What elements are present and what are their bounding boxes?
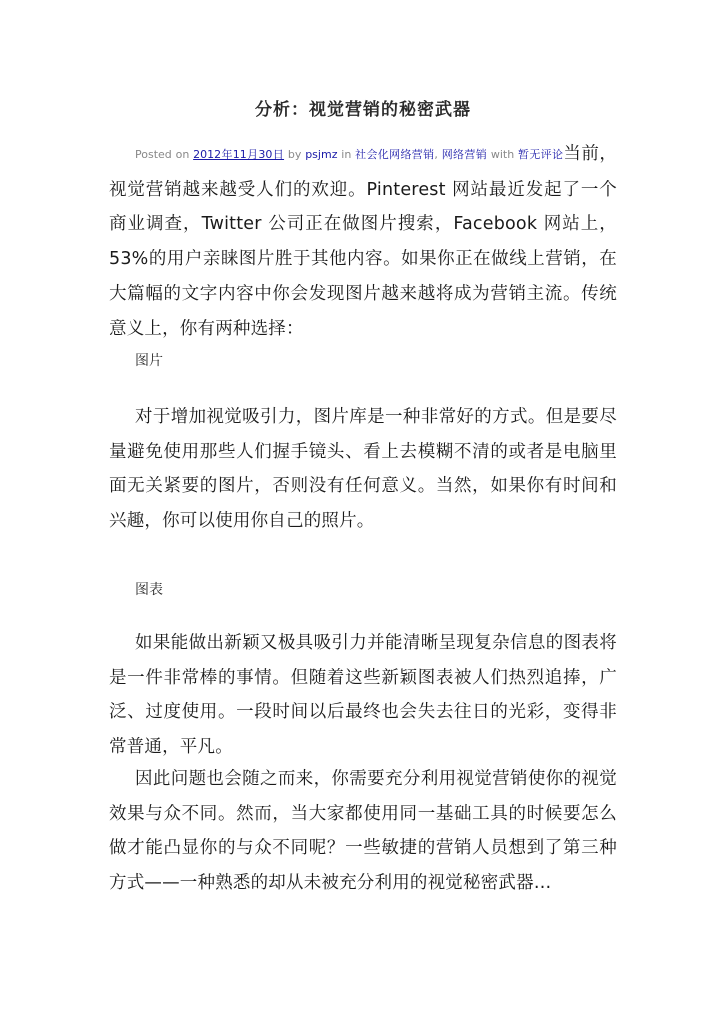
in-label: in <box>341 148 352 161</box>
post-date-link[interactable]: 2012年11月30日 <box>193 148 285 161</box>
paragraph-closing: 因此问题也会随之而来，你需要充分利用视觉营销使你的视觉效果与众不同。然而，当大家都使用同一基础工具的时候要怎么做才能凸显你的与众不同呢？一些敏捷的营销人员想到了第三种方式——一种熟悉的却从未被充分利用的视觉秘密武器… <box>109 769 617 894</box>
category-link-social[interactable]: 社会化网络营销 <box>355 148 435 161</box>
by-label: by <box>287 148 302 161</box>
heading-charts: 图表 <box>135 582 163 598</box>
intro-paragraph <box>109 137 617 346</box>
with-label: with <box>490 148 515 161</box>
post-meta <box>135 148 563 161</box>
posted-on-label: Posted on <box>135 148 190 161</box>
article-title: 分析：视觉营销的秘密武器 <box>255 100 471 120</box>
intro-text: 当前，视觉营销越来越受人们的欢迎。Pinterest 网站最近发起了一个商业调查，Twitter 公司正在做图片搜索，Facebook 网站上，53%的用户亲睐图片胜于其他内容。如果你正在做线上营销，在大篇幅的文字内容中你会发现图片越来越将成为营销主流。传统意义上，你有两种选择： <box>109 144 618 339</box>
comments-link[interactable]: 暂无评论 <box>518 148 564 161</box>
author-link[interactable]: psjmz <box>305 148 338 161</box>
heading-pictures: 图片 <box>135 353 163 369</box>
category-link-network[interactable]: 网络营销 <box>441 148 488 161</box>
category-separator: , <box>434 148 438 161</box>
paragraph-charts: 如果能做出新颖又极具吸引力并能清晰呈现复杂信息的图表将是一件非常棒的事情。但随着这些新颖图表被人们热烈追捧，广泛、过度使用。一段时间以后最终也会失去往日的光彩，变得非常普通，平凡。 <box>109 633 617 758</box>
paragraph-pictures: 对于增加视觉吸引力，图片库是一种非常好的方式。但是要尽量避免使用那些人们握手镜头、看上去模糊不清的或者是电脑里面无关紧要的图片，否则没有任何意义。当然，如果你有时间和兴趣，你可以使用你自己的照片。 <box>109 407 617 532</box>
